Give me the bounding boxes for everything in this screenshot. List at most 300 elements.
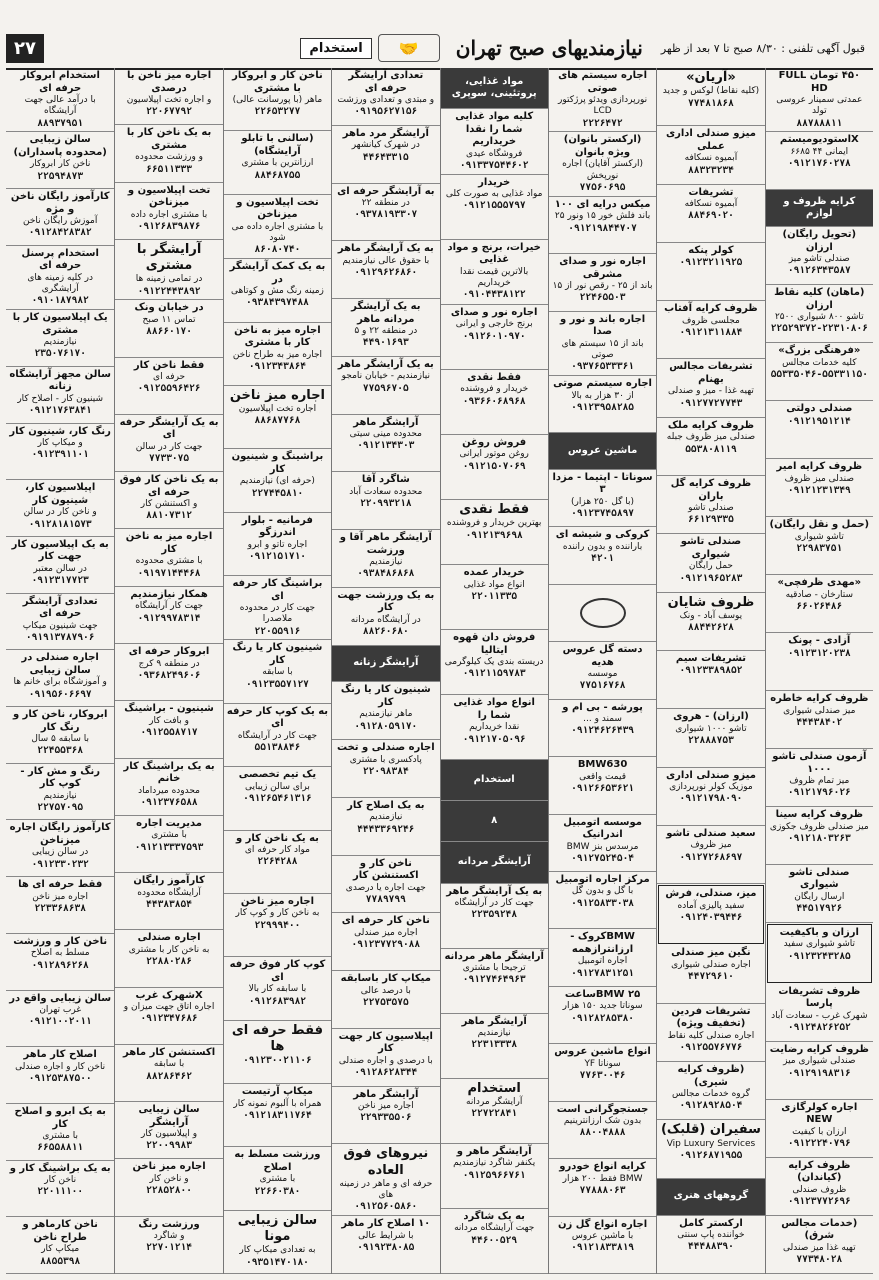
ad-body: سوناتا YF [584,1058,621,1069]
ad-body: صندلی شیواری میز [783,1056,856,1067]
ad-phone: ۰۹۱۲۸۰۵۹۱۷۰ [354,720,418,732]
ad-phone: ۰۹۱۲۸۴۲۸۳۸۲ [28,227,92,239]
ad-title: پورشه - بی ام و [562,701,643,713]
ad-title: خیرات، برنج و مواد غذایی [447,241,541,266]
ad-title: شینیون - براشینگ [124,703,214,715]
ad-phone: ۴۴۷۲۹۶۱۰ [688,971,734,983]
ad-body: نیازمندیم [369,812,403,823]
ad-phone: ۰۹۱۲۸۲۸۵۳۸۰ [571,1012,635,1024]
classified-ad [441,109,548,175]
ad-phone: ۰۹۱۲۱۷۶۰۲۷۸ [787,158,851,170]
ad-title: Xشهرک غرب [135,989,203,1001]
ad-body: با درصدی و اجاره صندلی [338,1055,433,1066]
ad-phone: ۰۹۱۲۱۰۰۲۰۱۱ [28,1016,92,1028]
classified-ad [549,254,656,311]
ad-phone: ۵۵۱۳۸۸۴۶ [254,742,301,753]
classified-ad [766,1100,873,1158]
classified-ad [332,415,439,473]
ad-phone: ۲۲۸۵۲۸۰۰ [146,1185,192,1197]
ad-title: به یک شاگرد [463,1210,525,1222]
ad-title: نگین میز صندلی [671,947,751,959]
ad-phone: ۰۹۱۲۳۱۲۰۲۳۸ [787,647,851,659]
ad-body: میز صندلی ظروف جکوزی [769,821,869,832]
ad-phone: ۰۹۱۲۱۲۳۱۳۴۹ [787,484,851,496]
ad-title: استخدام [473,774,515,786]
ad-body: نیازمندیم [43,337,77,348]
classified-ad [549,1102,656,1159]
ad-body: انواع مواد غذایی [463,579,525,590]
ad-title: ظروف کرایه رضایت [769,1043,869,1055]
ad-title: «فرهنگی بزرگ» [778,345,861,357]
classified-ad [224,767,331,830]
ad-phone: ۰۹۱۲۶۸۷۱۹۵۵ [679,1149,743,1161]
ad-body: و مبتدی و تعدادی ورزشت [337,95,435,105]
classified-ad [115,68,222,125]
ad-phone: ۰۹۱۲۶۸۳۹۸۲ [248,995,307,1007]
classified-ad [332,588,439,646]
ad-title: اجاره صندلی در سالن زیبایی [21,652,99,676]
ad-title: ۸ [491,815,498,827]
ad-phone: ۰۹۱۲۳۷۶۵۸۸ [140,796,198,808]
ad-body: همراه با آلبوم نمونه کار [233,1098,322,1109]
ad-title: رنگ کار، شینیون کار [9,425,111,437]
ad-phone: ۲۲۷۴۴۵۸۱۰ [251,487,304,499]
classified-ad [766,749,873,807]
classified-ad [657,301,764,359]
ad-body: در آرایشگاه مردانه [350,614,421,625]
ad-body: به تعدادی میکاپ کار [239,1245,316,1256]
ad-body: یوسف آباد - ونک [679,610,743,621]
ad-title: به یک آرایشگر ماهر [337,358,434,370]
ad-title: آرایشگر با مشتری [136,241,202,274]
ad-title: ظروف شایان [667,594,755,610]
classified-ad [224,386,331,449]
ad-phone: ۰۹۱۲۱۷۶۳۸۴۱ [28,405,92,417]
classified-ad [549,700,656,757]
ad-phone: ۰۹۱۲۴۸۲۶۲۵۲ [787,1022,851,1034]
classified-ad [115,988,222,1045]
classified-ad [766,132,873,190]
ad-title: آرایشگر زنانه [353,657,419,669]
ad-phone: ۲۲۹۳۳۵۵۰۶ [360,1112,412,1124]
ad-body: محدوده مینی سیتی [349,429,422,440]
ad-column [765,68,873,1274]
ad-title: اپیلاسیون کار جهت کار [338,1030,433,1055]
ad-phone: ۰۹۱۲۴۰۳۹۴۴۶ [679,911,743,923]
ad-phone: ۲۲۰۶۷۷۹۲ [146,106,192,118]
ad-phone: ۰۹۱۲۱۵۵۵۷۹۷ [462,200,526,212]
ad-phone: ۰۹۱۲۳۵۵۷۱۲۷ [245,678,309,690]
ad-phone: ۰۹۳۸۴۳۹۷۴۸۸ [245,297,309,309]
ad-phone: ۰۹۱۹۵۶۲۷۱۵۶ [354,106,418,118]
ad-title: فقط حرفه ای ها [231,1022,323,1054]
ad-title: استخدام ابروکار حرفه ای [20,70,100,94]
ad-phone: ۰۹۱۲۳۳۰۲۳۲ [31,858,89,870]
ad-body: با سابقه [262,667,293,678]
ad-phone: ۰۹۱۲۱۳۳۳۷۵۹۳ [134,841,204,853]
ad-phone: ۴۲۰۱ [591,553,614,565]
ad-body: شینیون کار - اصلاح کار [17,393,104,404]
ad-body: ایمانی ۴۴ ۶۶۸۵ [790,146,849,157]
classified-ad [332,357,439,415]
classified-ad [6,707,114,764]
ad-phone: ۲۲۳۱۳۳۳۸ [471,1039,518,1051]
ad-phone: ۰۹۱۲۹۹۷۸۳۱۴ [137,612,201,624]
ad-title: BMW630 [577,759,628,771]
ad-body: تاشو ۱۰۰۰ شیواری [675,723,747,734]
classified-ad [224,640,331,703]
ad-phone: ۰۹۱۹۱۳۷۸۷۹۰۶ [25,631,95,643]
classified-ad [224,1147,331,1210]
ad-title: آرایشگر ماهر مردانه [444,950,544,962]
ad-phone: ۰۹۳۸۴۸۶۸۶۸ [357,568,415,580]
ad-phone: ۰۹۱۲۳۴۷۶۸۶ [140,1013,198,1025]
ad-title: BMW ۲۵ساعت [564,988,641,1000]
ad-body: و اکستنشن کار [140,499,198,510]
ad-body: نیازمندیم - خیابان نامجو [341,371,430,382]
ad-phone: ۲۲۴۵۵۳۶۸ [37,745,84,757]
classified-ad [657,1120,764,1178]
ad-column [440,68,548,1274]
ad-phone: ۸۸۲۸۶۴۶۲ [146,1070,192,1082]
classified-ad [766,459,873,517]
ad-body: ماهر نیازمندیم [359,709,413,720]
ad-body: جهت کار در سالن [135,441,203,452]
ad-title: شینیون کار یا رنگ کار [340,684,431,708]
classified-ad [441,1079,548,1144]
ad-title: به یک ابرو و اصلاح کار [14,1106,106,1130]
classified-ad [6,877,114,934]
classified-ad [224,1084,331,1147]
ad-title: Xاستودیومیستم [779,134,859,146]
ad-body: تماس ۱۱ صبح [142,314,196,325]
ad-phone: ۰۹۱۰۱۸۷۹۸۲ [31,295,89,307]
ad-body: با مشتری [259,1174,296,1185]
ad-phone: ۰۹۱۲۳۴۳۸۶۴ [248,360,307,372]
ad-column [6,68,114,1274]
ad-body: ظروف صندلی [792,1184,847,1195]
section-banner [332,646,439,683]
ad-title: کرایه انواع خودرو [559,1161,646,1173]
ad-title: اجاره میز به ناخن کار با مشتری [234,324,321,348]
section-banner [549,433,656,469]
ad-phone: ۲۲۰۹۸۳۸۴ [362,765,409,777]
ad-body: از ۳۰ هزار به بالا [571,390,634,401]
ad-body: با مشتری محدوده [135,556,203,567]
ad-body: ناخن کار و اجاره صندلی [15,1061,106,1072]
ad-body: صندلی میز ظروف جبله [666,432,756,443]
classified-ad [115,816,222,873]
classified-ad [224,195,331,259]
ad-phone: ۰۹۱۲۱۸۳۳۸۱۹ [571,1242,635,1254]
ad-body: تاشو شیواری سفید [783,939,856,950]
classified-ad [332,1087,439,1145]
ad-phone: ۰۹۳۷۶۵۳۳۳۶۱ [571,361,635,373]
ad-title: ناخن کار و ابروکار با مشتری [232,70,323,94]
ad-body: BMW فقط ۲۰۰ هزار [562,1173,643,1184]
classified-ad [6,594,114,651]
ad-title: خریدار [478,176,511,188]
ad-title: اجاره کولرگازی NEW [781,1101,858,1126]
classified-ad [657,768,764,826]
ad-phone: ۰۹۱۲۳۹۱۱۰۱ [31,449,89,461]
ad-body: و شاگرد [153,1231,185,1242]
ad-phone: ۷۷۸۹۷۹۹ [365,893,406,905]
ad-phone: ۲۲۶۴۲۸۸ [257,856,298,868]
ad-title: ابروکار حرفه ای [128,646,210,658]
classified-ad [332,740,439,798]
ad-phone: ۷۷۵۶۰۶۹۵ [579,181,626,193]
ad-title: BMWکروک - ارزانترازهمه [570,931,635,955]
ad-title: کولر پنکه [688,244,734,256]
classified-ad [224,957,331,1020]
ad-body: باراننده و بدون راننده [562,541,643,552]
ad-phone: ۰۹۱۲۵۹۶۶۷۶۱ [462,1169,526,1181]
ad-phone: ۰۹۱۲۱۷۹۶۰۲۶ [787,787,851,799]
ad-body: و آموزشگاه برای خانم ها [13,677,107,688]
ad-title: در خیابان ونک [134,302,204,314]
classified-ad [441,630,548,695]
ad-phone: ۰۹۱۲۷۷۲۷۷۴۳ [679,397,743,409]
ad-phone: ۰۹۱۲۵۶۰۵۸۶۰ [354,1201,418,1213]
ad-title: صندلی تاشو شیواری [680,536,742,560]
classified-ad [224,576,331,640]
classified-ad [224,513,331,576]
ad-title: میزو صندلی اداری [665,769,756,781]
ad-title: «آریان» [686,70,736,85]
ad-title: ظروف کرایه گل باران [670,478,752,502]
ad-phone: ۷۷۴۸۱۸۶۸ [688,97,734,109]
ad-body: باند از ۱۵ سیستم های صوتی [561,338,644,360]
page-header [6,28,873,70]
ad-title: ظروف کرایه ملک [667,419,755,431]
handshake-icon: 🤝 [378,34,440,62]
ad-phone: ۰۹۱۲۲۲۴۰۷۹۶ [787,1138,851,1150]
ad-phone: ۲۲۹۸۳۷۵۱ [796,542,843,554]
ad-body: اجاره میز به طراح ناخن [232,349,323,360]
classified-ad [549,815,656,872]
ad-body: مسلط به اصلاح [30,948,90,959]
classified-ad [657,126,764,184]
ad-body: در منطقه ۲۲ و ۵ [354,326,418,337]
ad-phone: ۴۴۴۳۸۴۰۲ [796,716,843,728]
ad-title: به یک براشینگ کار خانم [123,760,215,785]
ad-title: اجاره صندلی [137,932,201,944]
ad-phone: ۰۹۱۲۳۲۱۱۹۲۵ [679,257,743,269]
ad-title: اکستنشن کار ماهر [122,1046,216,1058]
ad-phone: ۲۲۰۵۵۹۱۶ [254,625,301,637]
ad-title: ظروف کرایه آفتاب [664,303,758,315]
ad-phone: ۰۹۱۲۱۸۰۳۲۶۳ [787,832,851,844]
ad-phone: ۰۹۱۲۵۵۷۶۷۷۶ [679,1042,743,1053]
ad-column [656,68,764,1274]
classified-ad [6,424,114,481]
ad-title: میکاپ کار باسابقه [340,973,431,985]
ad-title: آرایشگر مرد ماهر [342,127,429,139]
classified-ad [766,401,873,459]
ad-body: سفید پالیزی آماده [677,900,745,911]
ad-body: با مشتری اجاره داده [130,209,208,220]
ad-body: ناخن کار [44,1175,77,1186]
ad-title: کارآموز رایگان [133,875,205,887]
classified-ad [224,259,331,322]
classified-ad [6,132,114,189]
ad-title: آرایشگر ماهر [353,416,419,428]
classified-ad [332,913,439,971]
classified-ad [332,299,439,357]
classified-ad [224,131,331,194]
ad-body: با مشتری [42,1131,79,1141]
ad-phone: ۸۸۶۸۷۷۶۸ [254,415,301,427]
classified-ad [6,991,114,1048]
ad-title: به یک آرایشگر ماهر [446,885,543,897]
classified-ad [657,1216,764,1274]
ad-title: تخت اپیلاسیون و میزناخن [127,184,211,209]
classified-ad [657,826,764,884]
ad-body: (حرفه ای) نیازمندیم [239,476,315,487]
ad-phone: ۸۸۹۳۷۹۵۱ [37,117,84,129]
ad-title: آرایشگر ماهر [461,1015,527,1027]
classified-ad [332,472,439,530]
ad-phone: ۲۲۸۸۰۲۸۶ [146,956,192,968]
page-number: ۲۷ [6,34,44,63]
ad-phone: ۰۹۱۲۷۵۲۴۵۰۴ [571,852,635,864]
ad-body: در شهرک کیانشهر [351,140,420,151]
classified-ad [549,585,656,642]
ad-title: (ارکستر بانوان) ویژه بانوان [563,134,642,158]
classified-ad [224,1211,331,1274]
ad-phone: ۰۹۱۲۳۷۷۲۹۰۸۸ [351,939,421,951]
ad-body: ستارخان - صادقیه [785,589,854,600]
ad-body: جهت آرایشگاه مردانه [454,1223,535,1234]
classified-ad [441,500,548,565]
classified-ad [766,575,873,633]
ad-body: پادکسری با مشتری [349,754,422,765]
classified-ad [549,68,656,132]
car-logo-icon [580,598,626,628]
ad-phone: ۰۹۱۲۶۰۱۰۹۷۰ [462,330,526,342]
classified-ad [549,197,656,254]
ad-title: کلیه مواد غذایی شما را نقدا خریداریم [455,111,534,148]
ad-title: دسته گل عروس هدیه [562,644,643,668]
ad-phone: ۰۹۱۲۱۵۱۷۱۰ [248,550,307,562]
ad-body: تهیه غذا - میز و صندلی [668,386,754,397]
ad-title: به یک آرایشگر مردانه ماهر [351,301,421,325]
ad-body: برنج خارجی و ایرانی [455,319,533,330]
classified-ad [115,759,222,816]
ad-body: و ناخن کار [149,1173,189,1184]
ad-phone: ۶۶۰۲۶۴۸۶ [796,600,843,612]
classified-ad [658,885,763,944]
ad-body: جهت کار در آرایشگاه [454,898,534,909]
ad-body: تاشو شیواری [794,531,844,542]
ad-phone: ۸۸۴۶۸۷۵۵ [254,169,301,181]
ad-phone: ۰۹۱۲۱۳۹۶۹۸ [465,529,523,541]
ad-body: در منطقه ۹ کرج [138,658,200,669]
ad-phone: ۰۹۱۲۲۴۴۳۸۹۲ [137,285,201,297]
ad-phone: ۲۲۸۸۸۷۵۳ [688,735,734,747]
ad-body: Vip Luxury Services [666,1138,756,1149]
ad-title: به یک ناخن کار با مشتری [126,127,212,151]
classified-ad [657,476,764,534]
classified-ad [766,343,873,401]
ad-phone: ۰۹۱۲۱۹۶۵۲۸۳ [679,572,743,584]
ad-phone: ۲۲۴۶۵۵۰۳ [579,292,626,304]
ad-body: با مشتری [151,830,187,841]
ad-title: تعدادی آرایشگر حرفه ای [348,70,424,94]
ad-body: دریسته بندی یک کیلوگرمی [444,657,544,668]
ad-phone: ۰۹۱۲۶۳۴۳۵۸۷ [787,265,851,277]
ad-title: انواع ماشین عروس [554,1046,651,1058]
ad-hours-info: قبول آگهی تلفنی : ۸/۳۰ صبح تا ۷ بعد از ظهر [660,41,865,55]
ad-phone: ۲۳۵۰۷۶۱۷۰ [34,348,86,360]
ad-body: اجاره تاتو و ابرو [247,539,308,550]
ad-body: در سالن زیبایی [32,847,89,858]
ad-title: به یک اپیلاسیون کار جهت کار [11,538,109,563]
ad-body: با سابقه ۵ سال [31,734,90,745]
ad-phone: ۰۹۱۲۷۸۳۱۲۵۱ [571,967,635,979]
ad-body: صندلی تاشو میز [788,254,850,265]
ad-body: مجلسی ظروف [682,315,740,326]
ad-phone: ۰۹۱۲۵۵۹۶۴۲۶ [137,383,201,395]
ad-title: یک تیم تخصصی [238,769,317,781]
ad-phone: ۰۹۱۲۳۳۸۹۸۵۲ [679,665,743,677]
ad-body: اجاره میز صندلی [354,927,418,938]
ad-title: ظروف کرایه (کیاندان) [788,1159,851,1184]
ad-body: مواد کار حرفه ای [244,845,310,855]
classified-ads-grid [6,68,873,1274]
ad-column [331,68,439,1274]
ad-body: موزیک کولر نورپردازی [669,782,753,793]
classified-ad [224,449,331,512]
ad-body: نورپردازی ویدئو پرژکتور LCD [557,95,648,117]
ad-body: جهت شینیون میکاپ [22,620,98,631]
ad-title: انواع مواد غذایی شما را [453,697,535,721]
ad-phone: ۲۲۷۵۷۰۹۵ [37,802,84,814]
ad-phone: ۲۲۰۰۹۹۸۳ [146,1140,192,1152]
classified-ad [766,807,873,865]
classified-ad [115,930,222,987]
ad-phone: ۲۲۳۳۶۸۶۳۸ [34,902,86,914]
classified-ad [6,934,114,991]
ad-phone: ۶۶۵۱۱۳۳۳ [146,163,192,175]
ad-body: با سابقه [153,1059,185,1070]
ad-title: موسسه اتومبیل اندرانیک [563,816,642,841]
ad-body: جهت اجاره یا درصدی [345,882,426,893]
ad-title: به یک ناخن کار و [235,832,319,844]
ad-phone: ۸۸۰۰۴۸۸۸ [579,1127,626,1139]
ad-body: و بافت کار [149,715,189,726]
classified-ad [6,1104,114,1161]
classified-ad [332,530,439,588]
classified-ad [441,565,548,630]
ad-body: بدون شک ارزانترینیم [563,1116,642,1127]
classified-ad [6,367,114,424]
classified-ad [441,240,548,305]
ad-body: آرایشگر مردانه [466,1097,523,1107]
ad-phone: ۷۷۵۱۶۷۶۸ [579,680,626,692]
ad-phone: ۲۲۰۹۹۳۲۱۸ [360,498,412,510]
ad-title: اپیلاسیون کار، شینیون کار [25,482,96,506]
classified-ad [766,984,873,1042]
classified-ad [657,359,764,417]
ad-title: اجاره نور و صدای مشرقی [559,256,646,280]
ad-phone: ۰۹۱۹۷۱۴۴۴۶۸ [137,567,201,579]
ad-title: میکس درایه ای ۱۰۰ [554,198,651,210]
ad-body: در تمامی زمینه ها [135,274,203,285]
ad-phone: ۰۹۱۲۸۹۲۸۵۰۴ [679,1100,743,1112]
classified-ad [549,1044,656,1101]
